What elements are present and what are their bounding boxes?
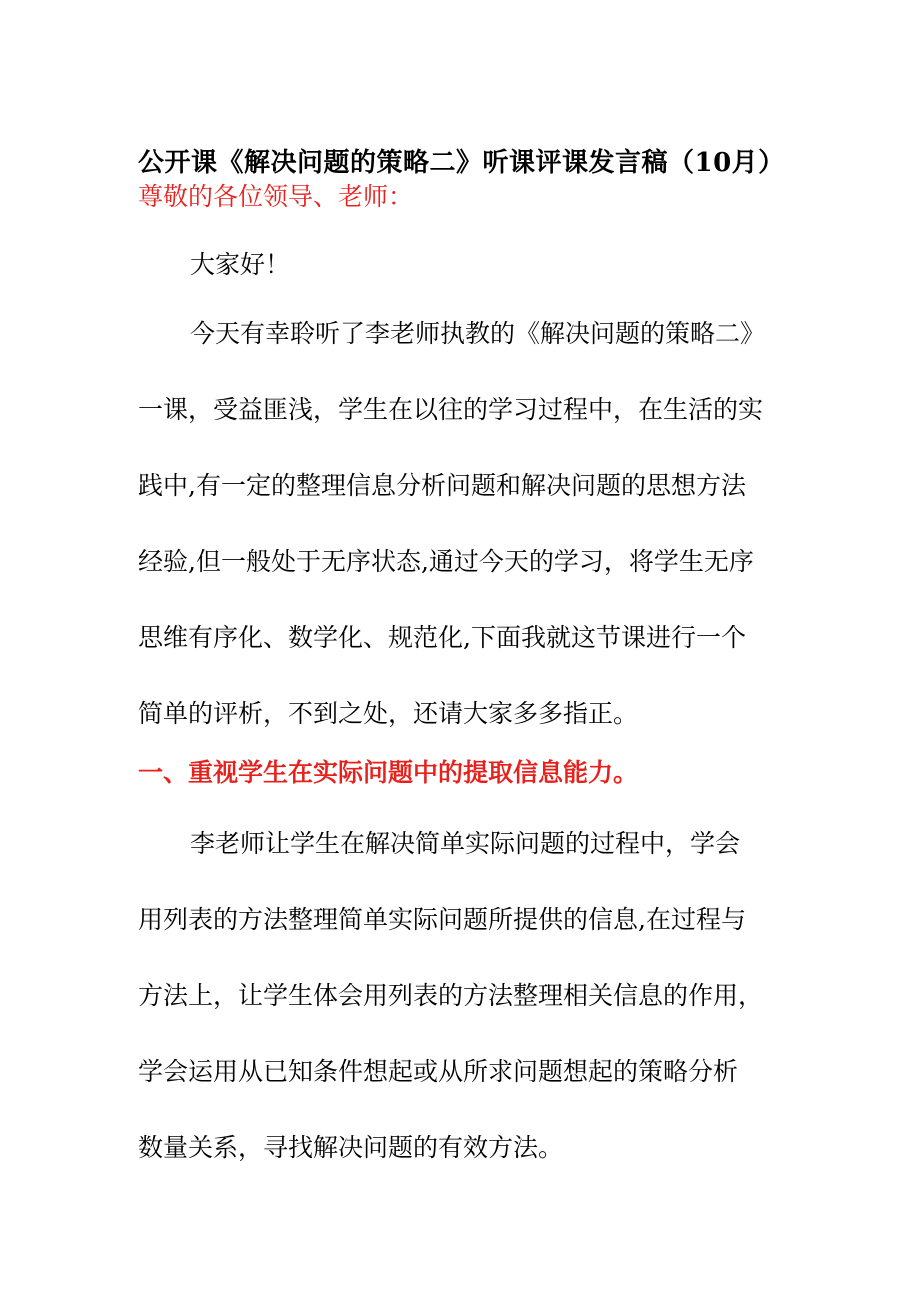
greeting: 大家好！	[190, 250, 291, 279]
paragraph-line: 简单的评析，不到之处，还请大家多多指正。	[138, 699, 639, 728]
paragraph-line: 一课，受益匪浅，学生在以往的学习过程中，在生活的实	[138, 395, 764, 424]
salutation: 尊敬的各位领导、老师：	[138, 182, 414, 211]
paragraph-line: 今天有幸聆听了李老师执教的《解决问题的策略二》	[190, 319, 766, 348]
paragraph-line: 李老师让学生在解决简单实际问题的过程中，学会	[190, 829, 741, 858]
paragraph-line: 学会运用从已知条件想起或从所求问题想起的策略分析	[138, 1057, 739, 1086]
paragraph-line: 用列表的方法整理简单实际问题所提供的信息,在过程与	[138, 905, 746, 934]
paragraph-line: 经验,但一般处于无序状态,通过今天的学习，将学生无序	[138, 547, 754, 576]
paragraph-line: 数量关系，寻找解决问题的有效方法。	[138, 1133, 564, 1162]
paragraph-intro	[138, 296, 788, 752]
document-title: 公开课《解决问题的策略二》听课评课发言稿（10月）	[138, 148, 785, 178]
paragraph-line: 践中,有一定的整理信息分析问题和解决问题的思想方法	[138, 471, 746, 500]
paragraph-line: 方法上，让学生体会用列表的方法整理相关信息的作用，	[138, 981, 764, 1010]
paragraph-section1	[138, 806, 788, 1186]
paragraph-line: 思维有序化、数学化、规范化,下面我就这节课进行一个	[138, 623, 746, 652]
section-heading: 一、重视学生在实际问题中的提取信息能力。	[138, 758, 639, 787]
